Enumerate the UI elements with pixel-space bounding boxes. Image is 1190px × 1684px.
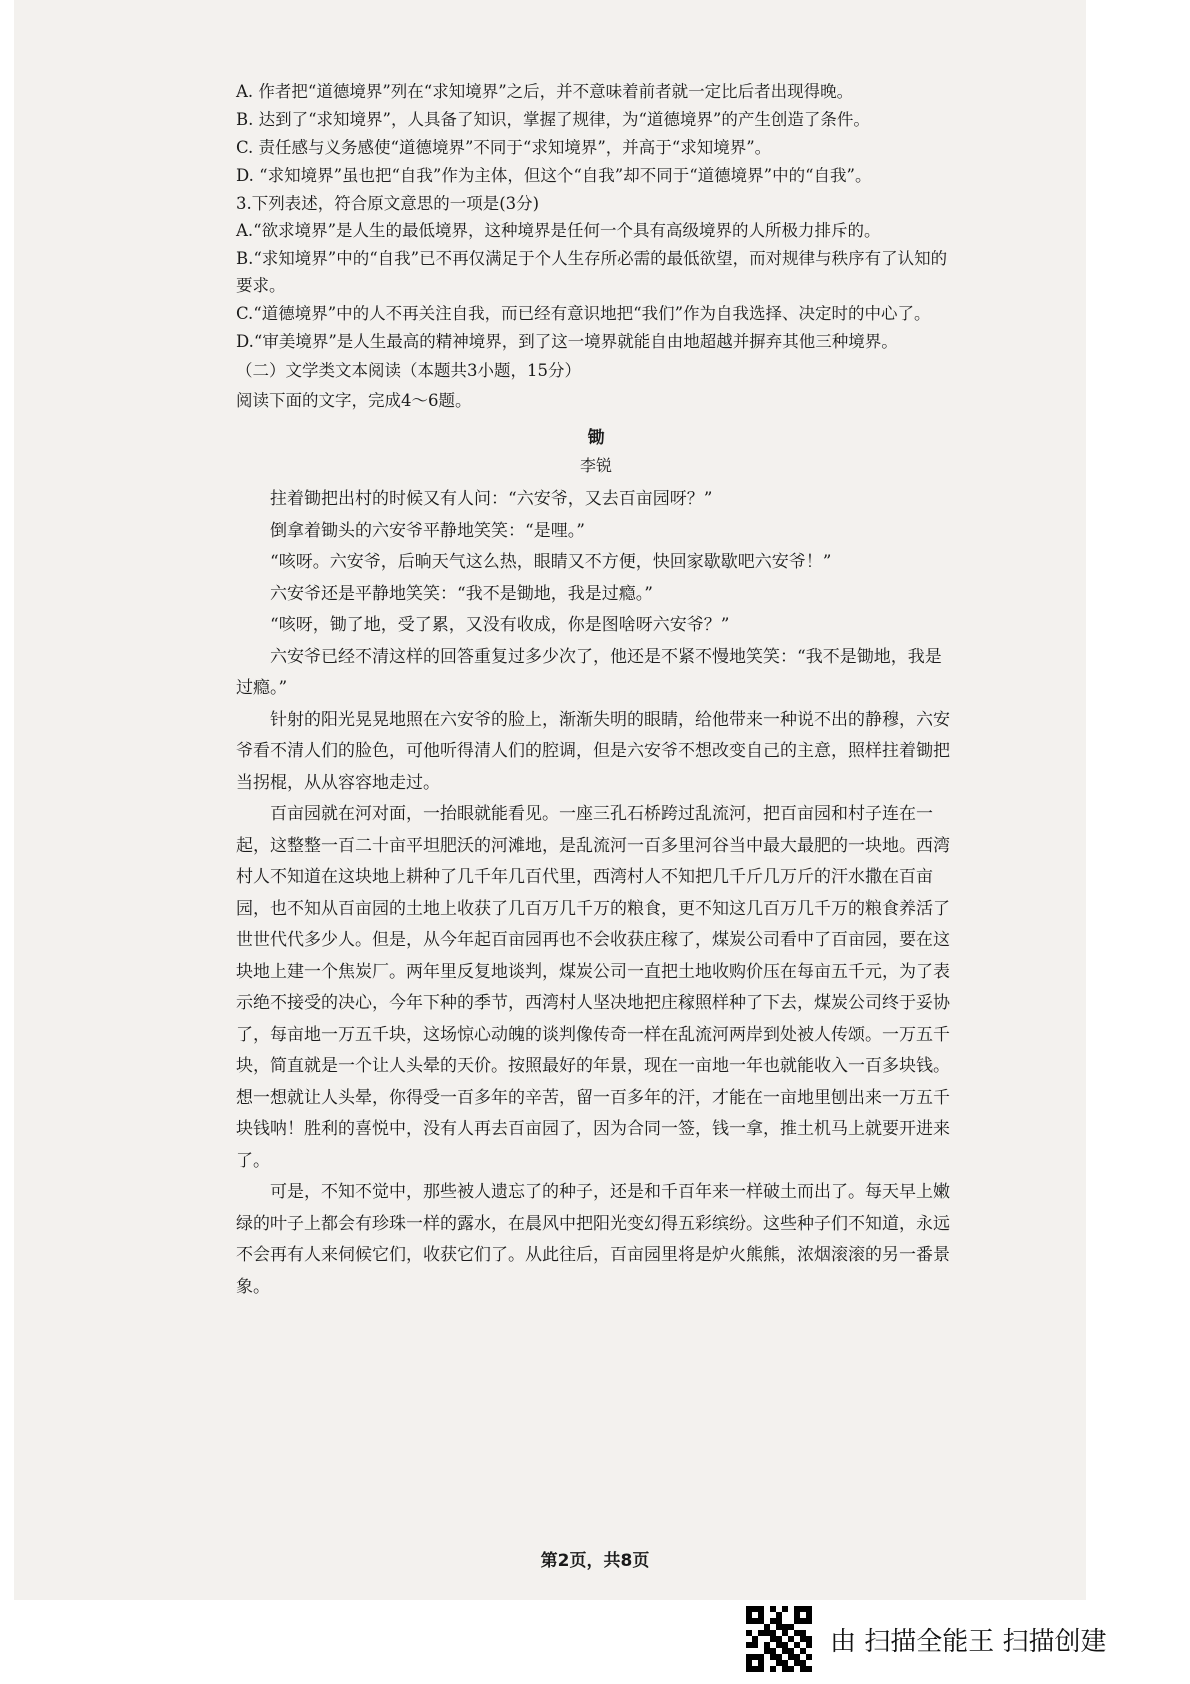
section-instruction: 阅读下面的文字，完成4～6题。	[236, 391, 472, 410]
story-paragraph: 针射的阳光晃晃地照在六安爷的脸上，渐渐失明的眼睛，给他带来一种说不出的静穆，六安爷看不清人们的脸色，可他听得清人们的腔调，但是六安爷不想改变自己的主意，照样拄着锄把当拐棍，从从容容地走过。	[236, 709, 950, 793]
page-content	[236, 78, 956, 1303]
q2-option-d: D. “求知境界”虽也把“自我”作为主体，但这个“自我”却不同于“道德境界”中的“自我”。	[236, 166, 872, 185]
section-heading: （二）文学类文本阅读（本题共3小题，15分）	[236, 361, 581, 380]
q2-option-a: A. 作者把“道德境界”列在“求知境界”之后，并不意味着前者就一定比后者出现得晚。	[236, 82, 854, 101]
q2-option-c: C. 责任感与义务感使“道德境界”不同于“求知境界”，并高于“求知境界”。	[236, 138, 772, 157]
scanner-watermark	[746, 1606, 1166, 1672]
q3-stem: 3.下列表述，符合原文意思的一项是(3分)	[236, 194, 540, 213]
qr-code-icon	[746, 1606, 812, 1672]
story-paragraph: 拄着锄把出村的时候又有人问：“六安爷，又去百亩园呀？”	[270, 489, 713, 509]
q3-option-b: B.“求知境界”中的“自我”已不再仅满足于个人生存所必需的最低欲望，而对规律与秩序有了认知的要求。	[236, 249, 948, 295]
q3-option-c: C.“道德境界”中的人不再关注自我，而已经有意识地把“我们”作为自我选择、决定时的中心了。	[236, 304, 931, 323]
q2-option-b: B. 达到了“求知境界”，人具备了知识，掌握了规律，为“道德境界”的产生创造了条件。	[236, 110, 870, 129]
page-number: 第2页，共8页	[540, 1551, 650, 1571]
story-title: 锄	[587, 428, 605, 448]
story-paragraph: “咳呀，锄了地，受了累，又没有收成，你是图啥呀六安爷？”	[270, 615, 730, 635]
story-paragraph: 百亩园就在河对面，一抬眼就能看见。一座三孔石桥跨过乱流河，把百亩园和村子连在一起，这整整一百二十亩平坦肥沃的河滩地，是乱流河一百多里河谷当中最大最肥的一块地。西湾村人不知道在这块地上耕种了几千年几百代里，西湾村人不知把几千斤几万斤的汗水撒在百亩园，也不知从百亩园的土地上收获了几百万几千万的粮食，更不知这几百万几千万的粮食养活了世世代代多少人。但是，从今年起百亩园再也不会收获庄稼了，煤炭公司看中了百亩园，要在这块地上建一个焦炭厂。两年里反复地谈判，煤炭公司一直把土地收购价压在每亩五千元，为了表示绝不接受的决心，今年下种的季节，西湾村人坚决地把庄稼照样种了下去，煤炭公司终于妥协了，每亩地一万五千块，这场惊心动魄的谈判像传奇一样在乱流河两岸到处被人传颂。一万五千块，简直就是一个让人头晕的天价。按照最好的年景，现在一亩地一年也就能收入一百多块钱。想一想就让人头晕，你得受一百多年的辛苦，留一百多年的汗，才能在一亩地里刨出来一万五千块钱呐！胜利的喜悦中，没有人再去百亩园了，因为合同一签，钱一拿，推土机马上就要开进来了。	[236, 804, 950, 1171]
q3-option-d: D.“审美境界”是人生最高的精神境界，到了这一境界就能自由地超越并摒弃其他三种境界。	[236, 332, 898, 351]
story-paragraph: 六安爷已经不清这样的回答重复过多少次了，他还是不紧不慢地笑笑：“我不是锄地，我是过瘾。”	[236, 646, 942, 698]
watermark-text: 由 扫描全能王 扫描创建	[830, 1626, 1107, 1657]
story-author: 李锐	[579, 456, 612, 475]
q3-option-a: A.“欲求境界”是人生的最低境界，这种境界是任何一个具有高级境界的人所极力排斥的。	[236, 221, 881, 240]
story-paragraph: 倒拿着锄头的六安爷平静地笑笑：“是哩。”	[270, 520, 585, 541]
story-paragraph: 六安爷还是平静地笑笑：“我不是锄地，我是过瘾。”	[270, 583, 653, 604]
story-paragraph: 可是，不知不觉中，那些被人遗忘了的种子，还是和千百年来一样破土而出了。每天早上嫩绿的叶子上都会有珍珠一样的露水，在晨风中把阳光变幻得五彩缤纷。这些种子们不知道，永远不会再有人来伺候它们，收获它们了。从此往后，百亩园里将是炉火熊熊，浓烟滚滚的另一番景象。	[236, 1182, 950, 1297]
story-paragraph: “咳呀。六安爷，后晌天气这么热，眼睛又不方便，快回家歇歇吧六安爷！”	[270, 552, 832, 572]
